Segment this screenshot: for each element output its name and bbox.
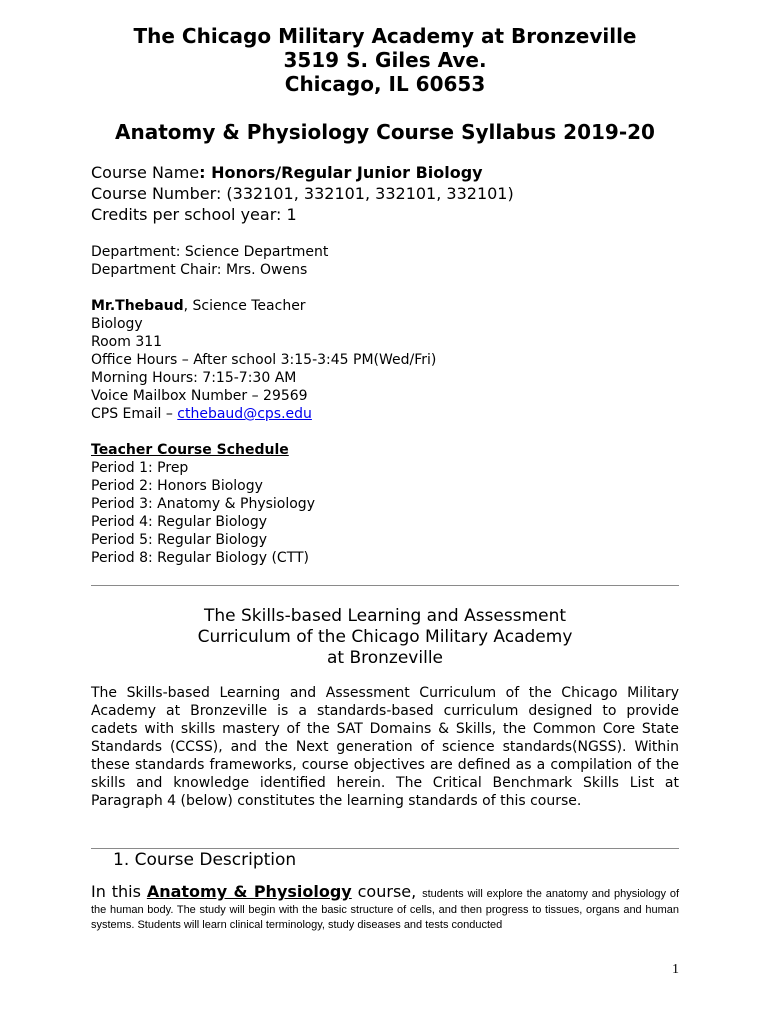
skills-paragraph: The Skills-based Learning and Assessment Curriculum of the Chicago Military Academy at Bronzeville is a standards-based curriculum designed to provide cadets with skills mastery of the SAT Domains & Skills, the Common Core State Standards (CCSS), and the Next generation of science standards(NGSS). Within these standards frameworks, course objectives are defined as a compilation of the skills and knowledge identified herein. The Critical Benchmark Skills List at Paragraph 4 (below) constitutes the learning standards of this course. <box>91 685 679 809</box>
school-city: Chicago, IL 60653 <box>284 72 486 96</box>
course-name-label: Course Name <box>91 163 200 182</box>
course-name-line <box>91 162 514 183</box>
teacher-info <box>91 297 436 423</box>
schedule-period: Period 1: Prep <box>91 460 189 476</box>
description-lead: In this <box>91 882 147 901</box>
email-label: CPS Email – <box>91 406 178 422</box>
teacher-name-line <box>91 297 436 315</box>
school-street: 3519 S. Giles Ave. <box>283 48 487 72</box>
department-chair: Department Chair: Mrs. Owens <box>91 262 308 278</box>
skills-curriculum-title <box>0 606 770 669</box>
department-name: Department: Science Department <box>91 244 329 260</box>
syllabus-title: Anatomy & Physiology Course Syllabus 2019-20 <box>115 120 655 144</box>
course-number: Course Number: (332101, 332101, 332101, 332101) <box>91 184 514 203</box>
skills-title-line: Curriculum of the Chicago Military Academy <box>197 627 573 647</box>
schedule-period: Period 8: Regular Biology (CTT) <box>91 550 310 566</box>
teacher-room: Room 311 <box>91 334 163 350</box>
schedule-period: Period 3: Anatomy & Physiology <box>91 496 315 512</box>
course-description <box>91 884 679 934</box>
department-info <box>91 243 328 279</box>
page-number: 1 <box>672 962 679 977</box>
schedule-heading: Teacher Course Schedule <box>91 442 289 458</box>
schedule-period: Period 4: Regular Biology <box>91 514 268 530</box>
course-name-value: : Honors/Regular Junior Biology <box>199 163 483 182</box>
course-description-heading: 1. Course Description <box>113 850 297 870</box>
office-hours: Office Hours – After school 3:15-3:45 PM(Wed/Fri) <box>91 352 437 368</box>
section-divider <box>91 585 679 586</box>
school-name: The Chicago Military Academy at Bronzeville <box>133 24 637 48</box>
schedule-period: Period 2: Honors Biology <box>91 478 263 494</box>
description-lead-after: course, <box>351 882 423 901</box>
teacher-schedule <box>91 441 315 567</box>
schedule-period: Period 5: Regular Biology <box>91 532 268 548</box>
skills-title-line: at Bronzeville <box>326 648 443 668</box>
email-line <box>91 405 436 423</box>
voicemail-number: Voice Mailbox Number – 29569 <box>91 388 308 404</box>
school-header <box>0 24 770 96</box>
email-link[interactable]: cthebaud@cps.edu <box>177 406 312 422</box>
teacher-title: , Science Teacher <box>183 298 306 314</box>
skills-title-line: The Skills-based Learning and Assessment <box>203 606 567 626</box>
teacher-name: Mr.Thebaud <box>91 298 184 314</box>
course-highlight: Anatomy & Physiology <box>146 882 352 901</box>
teacher-subject: Biology <box>91 316 143 332</box>
description-body: students will explore the anatomy and physiology of the human body. The study will begin with the basic structure of cells, and then progress to tissues, organs and human systems. Students will learn clinical terminology, study diseases and tests conducted <box>91 888 679 931</box>
course-credits: Credits per school year: 1 <box>91 205 297 224</box>
section-divider <box>91 848 679 849</box>
morning-hours: Morning Hours: 7:15-7:30 AM <box>91 370 297 386</box>
course-info <box>91 162 514 225</box>
